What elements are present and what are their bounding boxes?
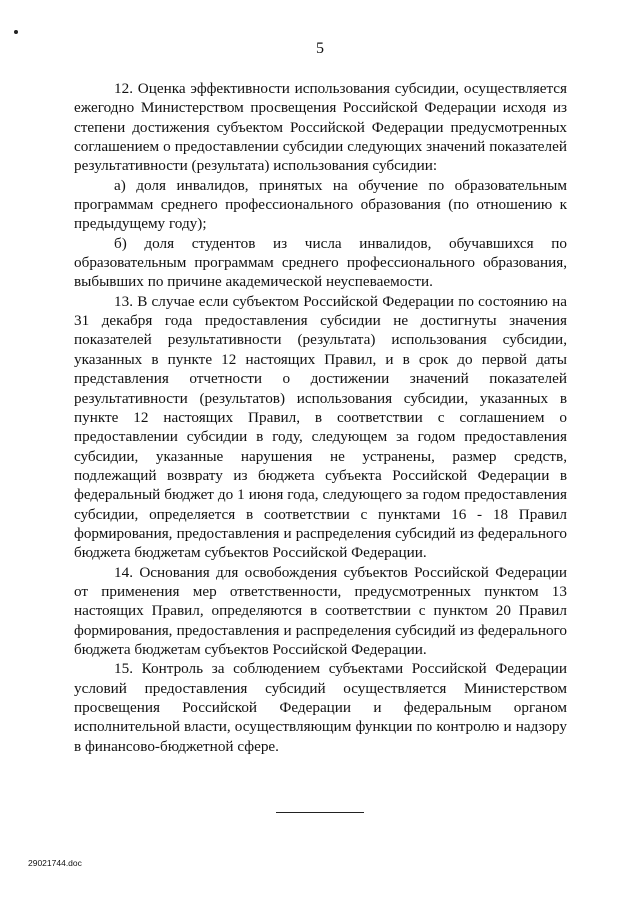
paragraph-15: 15. Контроль за соблюдением субъектами Российской Федерации условий предоставления субсидий осуществляется Министерством просвещения Российской Федерации и федеральным органом исполнительной власти, осуществляющим функции по контролю и надзору в финансово-бюджетной сфере. bbox=[74, 660, 567, 755]
page-number: 5 bbox=[316, 40, 324, 57]
paragraph-12: 12. Оценка эффективности использования субсидии, осуществляется ежегодно Министерством просвещения Российской Федерации исходя из степени достижения субъектом Российской Федерации предусмотренных соглашением о предоставлении субсидии следующих значений показателей результативности (результата) использования субсидии: bbox=[74, 80, 567, 175]
end-divider bbox=[276, 812, 364, 813]
scan-dot-mark bbox=[14, 30, 18, 34]
paragraph-12-item-a: а) доля инвалидов, принятых на обучение по образовательным программам среднего профессионального образования (по отношению к предыдущему году); bbox=[74, 176, 567, 233]
paragraph-13: 13. В случае если субъектом Российской Федерации по состоянию на 31 декабря года предоставления субсидии не достигнуты значения показателей результативности (результата) использования субсидии, указанных в пункте 12 настоящих Правил, и в срок до первой даты представления отчетности о достижении значений показателей результативности (результатов) использования субсидии, указанных в пункте 12 настоящих Правил, в соответствии с соглашением о предоставлении субсидии в году, следующем за годом предоставления субсидии, указанные нарушения не устранены, размер средств, подлежащий возврату из бюджета субъекта Российской Федерации в федеральный бюджет до 1 июня года, следующего за годом предоставления субсидии, определяется в соответствии с пунктами 16 - 18 Правил формирования, предоставления и распределения субсидий из федерального бюджета бюджетам субъектов Российской Федерации. bbox=[74, 292, 567, 562]
paragraph-14: 14. Основания для освобождения субъектов Российской Федерации от применения мер ответственности, предусмотренных пунктом 13 настоящих Правил, определяются в соответствии с пунктом 20 Правил формирования, предоставления и распределения субсидий из федерального бюджета бюджетам субъектов Российской Федерации. bbox=[74, 563, 567, 658]
footer-file-name: 29021744.doc bbox=[28, 858, 82, 868]
paragraph-12-item-b: б) доля студентов из числа инвалидов, обучавшихся по образовательным программам среднего профессионального образования, выбывших по причине академической неуспеваемости. bbox=[74, 234, 567, 291]
document-body bbox=[74, 79, 567, 756]
